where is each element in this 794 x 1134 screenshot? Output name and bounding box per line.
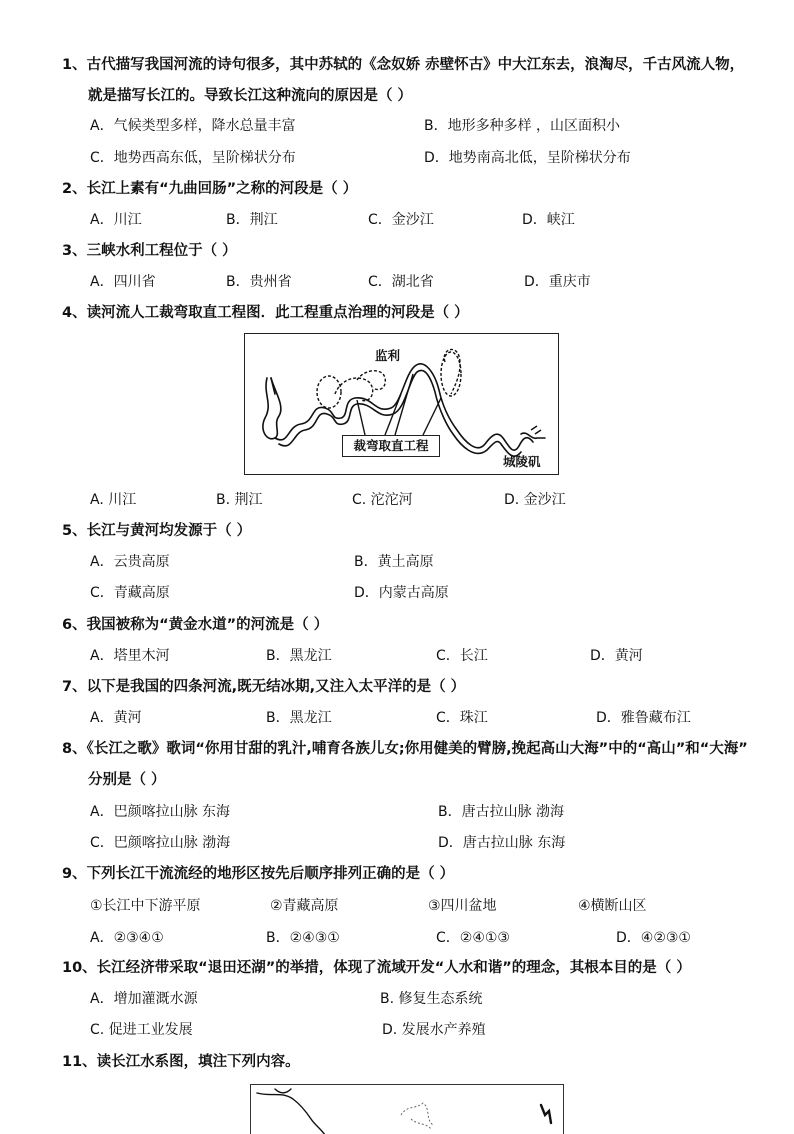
question-7-stem: 7、以下是我国的四条河流,既无结冰期,又注入太平洋的是（ ） (62, 679, 466, 695)
river-cutoff-figure (244, 333, 559, 475)
q4-option-a[interactable]: A. 川江 (90, 492, 137, 508)
q3-option-d[interactable]: D．重庆市 (524, 274, 591, 290)
q5-option-c[interactable]: C．青藏高原 (90, 585, 170, 601)
question-11-stem: 11、读长江水系图，填注下列内容。 (62, 1054, 300, 1070)
q8-option-c[interactable]: C．巴颜喀拉山脉 渤海 (90, 835, 231, 851)
q7-option-b[interactable]: B．黑龙江 (266, 710, 332, 726)
q6-option-b[interactable]: B．黑龙江 (266, 648, 332, 664)
q8-option-a[interactable]: A．巴颜喀拉山脉 东海 (90, 804, 231, 820)
q2-option-c[interactable]: C．金沙江 (368, 212, 434, 228)
q9-item-4: ④横断山区 (578, 898, 647, 914)
q4-option-d[interactable]: D. 金沙江 (504, 492, 566, 508)
q2-option-b[interactable]: B．荆江 (226, 212, 278, 228)
q8-option-d[interactable]: D．唐古拉山脉 东海 (438, 835, 566, 851)
question-1-stem: 1、古代描写我国河流的诗句很多，其中苏轼的《念奴娇 赤壁怀古》中大江东去，浪淘尽，千古风流人物， (62, 57, 745, 73)
q1-option-b[interactable]: B．地形多种多样 ，山区面积小 (424, 118, 621, 134)
q9-option-d[interactable]: D．④②③① (616, 930, 691, 946)
q7-option-a[interactable]: A．黄河 (90, 710, 142, 726)
q3-option-b[interactable]: B．贵州省 (226, 274, 292, 290)
question-6-stem: 6、我国被称为“黄金水道”的河流是（ ） (62, 617, 329, 633)
q10-option-b[interactable]: B. 修复生态系统 (380, 991, 483, 1007)
q4-option-b[interactable]: B. 荆江 (216, 492, 263, 508)
q9-item-1: ①长江中下游平原 (90, 898, 201, 914)
q5-option-d[interactable]: D．内蒙古高原 (354, 585, 449, 601)
question-4-stem: 4、读河流人工裁弯取直工程图．此工程重点治理的河段是（ ） (62, 305, 469, 321)
label-chenglingji: 城陵矶 (503, 454, 541, 469)
q9-item-2: ②青藏高原 (270, 898, 339, 914)
q1-option-a[interactable]: A．气候类型多样，降水总量丰富 (90, 118, 296, 134)
q10-option-c[interactable]: C. 促进工业发展 (90, 1022, 193, 1038)
question-1-stem-continued: 就是描写长江的。导致长江这种流向的原因是（ ） (88, 88, 413, 104)
q7-option-d[interactable]: D．雅鲁藏布江 (596, 710, 691, 726)
q2-option-d[interactable]: D．峡江 (522, 212, 575, 228)
q6-option-c[interactable]: C．长江 (436, 648, 488, 664)
q10-option-d[interactable]: D. 发展水产养殖 (382, 1022, 486, 1038)
question-9-stem: 9、下列长江干流流经的地形区按先后顺序排列正确的是（ ） (62, 866, 455, 882)
q3-option-c[interactable]: C．湖北省 (368, 274, 434, 290)
q1-option-d[interactable]: D．地势南高北低，呈阶梯状分布 (424, 150, 631, 166)
q6-option-a[interactable]: A．塔里木河 (90, 648, 170, 664)
q5-option-a[interactable]: A．云贵高原 (90, 554, 170, 570)
q9-option-a[interactable]: A．②③④① (90, 930, 164, 946)
question-8-stem-continued: 分别是（ ） (88, 772, 166, 788)
q2-option-a[interactable]: A．川江 (90, 212, 142, 228)
q3-option-a[interactable]: A．四川省 (90, 274, 156, 290)
q10-option-a[interactable]: A．增加灌溉水源 (90, 991, 198, 1007)
label-cutoff-project: 裁弯取直工程 (342, 435, 440, 457)
river-map-drawing (251, 1085, 564, 1134)
q8-option-b[interactable]: B．唐古拉山脉 渤海 (438, 804, 565, 820)
question-5-stem: 5、长江与黄河均发源于（ ） (62, 523, 252, 539)
yangtze-river-map (250, 1084, 564, 1134)
question-2-stem: 2、长江上素有“九曲回肠”之称的河段是（ ） (62, 181, 358, 197)
label-jianli: 监利 (375, 348, 401, 363)
question-10-stem: 10、长江经济带采取“退田还湖”的举措，体现了流域开发“人水和谐”的理念，其根本目的是（ ） (62, 960, 691, 976)
q9-option-b[interactable]: B．②④③① (266, 930, 340, 946)
question-3-stem: 3、三峡水利工程位于（ ） (62, 243, 237, 259)
q7-option-c[interactable]: C．珠江 (436, 710, 488, 726)
q9-item-3: ③四川盆地 (428, 898, 497, 914)
q5-option-b[interactable]: B．黄土高原 (354, 554, 434, 570)
q6-option-d[interactable]: D．黄河 (590, 648, 643, 664)
q4-option-c[interactable]: C. 沱沱河 (352, 492, 413, 508)
q1-option-c[interactable]: C．地势西高东低，呈阶梯状分布 (90, 150, 296, 166)
question-8-stem: 8、《长江之歌》歌词“你用甘甜的乳汁,哺育各族儿女;你用健美的臂膀,挽起高山大海”中的“高山”和“大海” (62, 741, 748, 757)
q9-option-c[interactable]: C．②④①③ (436, 930, 510, 946)
